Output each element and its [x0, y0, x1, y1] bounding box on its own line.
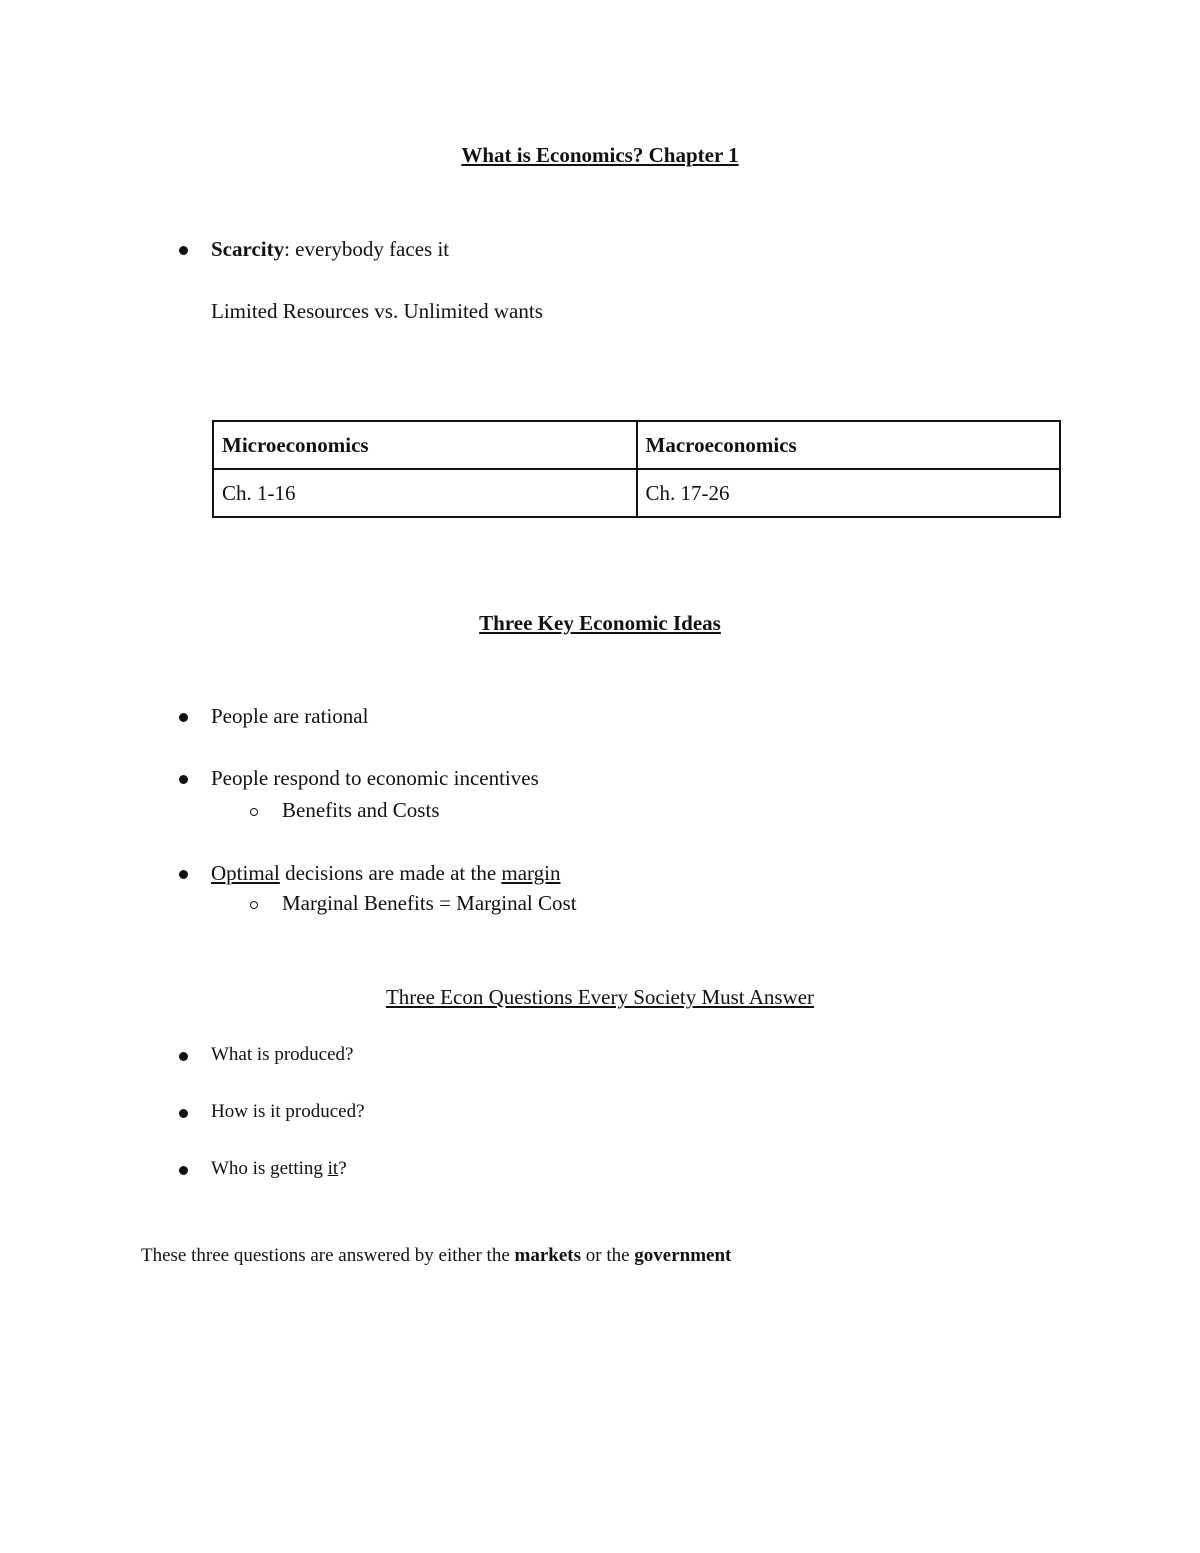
- bullet-icon: [179, 775, 188, 784]
- conclusion-text: [141, 1245, 731, 1267]
- idea-item-1: People are rational: [211, 704, 369, 728]
- scarcity-line2: Limited Resources vs. Unlimited wants: [211, 299, 543, 323]
- sub-bullet-icon: [250, 808, 258, 816]
- bullet-icon: [179, 870, 188, 879]
- scarcity-item: [211, 237, 449, 262]
- idea-item-2: People respond to economic incentives: [211, 766, 539, 790]
- idea-item-2-sub: Benefits and Costs: [282, 798, 440, 822]
- bullet-icon: [179, 246, 188, 255]
- header-macro: Macroeconomics: [637, 421, 1061, 469]
- conclusion-part-1: These three questions are answered by either the: [141, 1245, 515, 1266]
- scarcity-description: : everybody faces it: [284, 237, 450, 261]
- optimal-term: Optimal: [211, 861, 280, 885]
- table-row: [213, 469, 1060, 517]
- bullet-icon: [179, 1109, 188, 1118]
- question-1: What is produced?: [211, 1044, 354, 1065]
- economics-branches-table: [212, 420, 1061, 518]
- question-2: How is it produced?: [211, 1101, 365, 1122]
- sub-bullet-icon: [250, 901, 258, 909]
- question-3-text: Who is getting: [211, 1158, 328, 1179]
- bullet-icon: [179, 1166, 188, 1175]
- question-3-mark: ?: [338, 1158, 347, 1179]
- ideas-heading: Three Key Economic Ideas: [479, 611, 721, 635]
- table-header-row: [213, 421, 1060, 469]
- conclusion-part-2: or the: [581, 1245, 635, 1266]
- bullet-icon: [179, 713, 188, 722]
- idea-item-3-text: decisions are made at the: [279, 861, 502, 885]
- margin-term: margin: [501, 861, 561, 885]
- cell-macro-chapters: Ch. 17-26: [637, 469, 1061, 517]
- header-micro: Microeconomics: [213, 421, 637, 469]
- question-3-it: it: [327, 1158, 339, 1179]
- bullet-icon: [179, 1052, 188, 1061]
- idea-item-3: [211, 861, 561, 886]
- markets-term: markets: [514, 1245, 581, 1266]
- government-term: government: [634, 1245, 732, 1266]
- questions-heading: Three Econ Questions Every Society Must Answer: [385, 985, 815, 1009]
- cell-micro-chapters: Ch. 1-16: [213, 469, 637, 517]
- page-title: What is Economics? Chapter 1: [461, 143, 739, 167]
- idea-item-3-sub: Marginal Benefits = Marginal Cost: [282, 891, 577, 915]
- question-3: [211, 1158, 347, 1180]
- scarcity-term: Scarcity: [211, 237, 285, 261]
